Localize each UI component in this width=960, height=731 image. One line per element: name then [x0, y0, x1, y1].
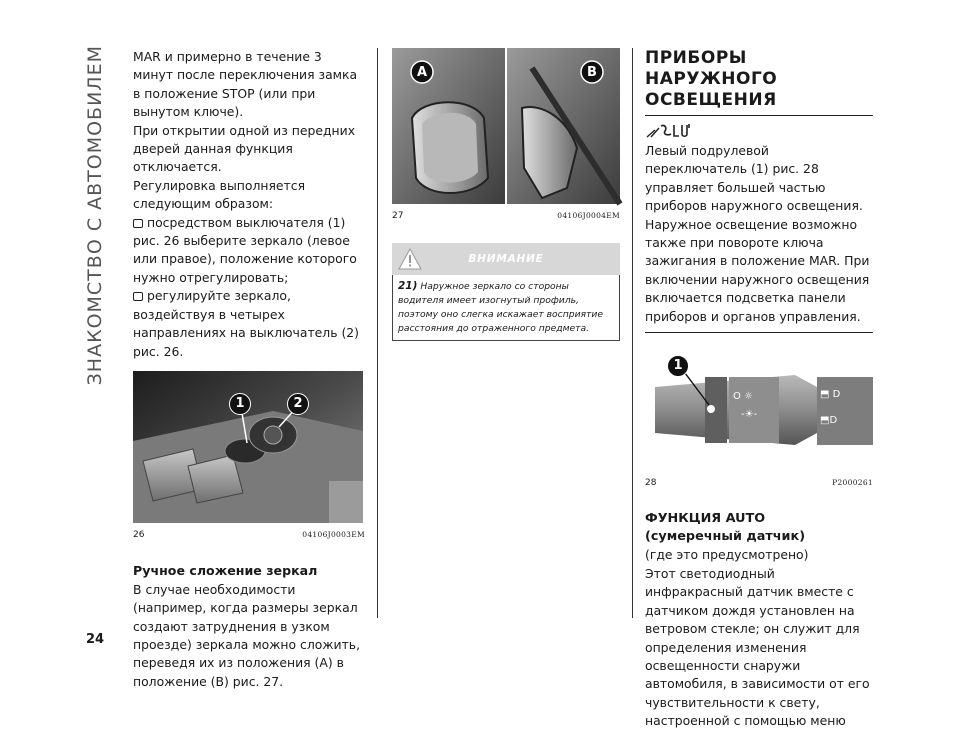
- mirror-switch-illustration: [133, 371, 363, 523]
- bullet-item: регулируйте зеркало, воздействуя в четырех направлениях на выключатель (2) рис. 26.: [133, 288, 359, 359]
- callout-badge-2: 2: [287, 393, 309, 415]
- warning-triangle-icon: [398, 248, 422, 270]
- figure-code: 04106J0004EM: [557, 211, 620, 220]
- warning-number: 21): [398, 280, 418, 293]
- paragraph: (где это предусмотрено): [645, 547, 809, 563]
- figure-26-photo: [133, 371, 363, 523]
- warning-header: [392, 243, 620, 275]
- paragraph: Левый подрулевой переключатель (1) рис. 28 управляет большей частью приборов наружного освещения.: [645, 143, 863, 214]
- bullet-item: посредством выключателя (1) рис. 26 выберите зеркало (левое или правое), положение которого нужно отрегулировать;: [133, 214, 357, 285]
- figure-26-caption: [133, 526, 365, 544]
- paragraph: Регулировка выполняется следующим образом:: [133, 177, 306, 212]
- checkbox-bullet-icon: [133, 219, 143, 228]
- page-title: [645, 48, 873, 111]
- paragraph: В случае необходимости (например, когда размеры зеркал создают затруднения в узком проезде) зеркала можно сложить, переведя их из положения (A) в положение (B) рис. 27.: [133, 581, 361, 689]
- checkbox-bullet-icon: [133, 292, 143, 301]
- callout-label-a: A: [416, 65, 428, 80]
- warning-text: Наружное зеркало со стороны водителя имеет изогнутый профиль, поэтому оно слегка искажает восприятие расстояния до отраженного предмета.: [398, 281, 604, 335]
- figure-number: 28: [645, 478, 657, 489]
- svg-text:⬒D: ⬒D: [820, 415, 838, 427]
- edition-markers: [645, 122, 873, 140]
- paragraph: При открытии одной из передних дверей данная функция отключается.: [133, 122, 356, 175]
- warning-title: ВНИМАНИЕ: [468, 253, 544, 266]
- figure-number: 27: [392, 211, 404, 221]
- figure-28-caption: [645, 474, 873, 492]
- figure-27-caption: [392, 207, 620, 225]
- section-heading: Ручное сложение зеркал: [133, 563, 318, 579]
- section-title-vertical: [84, 40, 106, 390]
- column-divider: [377, 48, 378, 618]
- section-heading-line: (сумеречный датчик): [645, 529, 806, 545]
- title-underline: [645, 115, 873, 116]
- section-heading: [645, 510, 873, 546]
- figure-code: 04106J0003EM: [302, 529, 365, 539]
- divider: [645, 332, 873, 333]
- warning-body: [392, 275, 620, 341]
- svg-text:⬒ D: ⬒ D: [820, 389, 841, 401]
- figure-code: P2000261: [832, 478, 873, 488]
- figure-28-photo: [645, 347, 873, 471]
- column-divider: [632, 48, 633, 618]
- callout-badge-1: 1: [229, 393, 251, 415]
- column-1: [133, 48, 365, 691]
- page-title-line: ОСВЕЩЕНИЯ: [645, 90, 777, 110]
- svg-text:O ☼: O ☼: [733, 391, 754, 403]
- paragraph: Наружное освещение возможно также при повороте ключа зажигания в положение MAR. При включении наружного освещения включается подсветка панели приборов и органов управления.: [645, 216, 870, 324]
- page-number: 24: [86, 632, 105, 647]
- paragraph: MAR и примерно в течение 3 минут после переключения замка в положение STOP (или при вынутом ключе).: [133, 49, 358, 120]
- callout-label-b: B: [587, 65, 597, 80]
- section-title-text: ЗНАКОМСТВО С АВТОМОБИЛЕМ: [84, 44, 106, 386]
- svg-text:-☀-: -☀-: [741, 409, 758, 421]
- hand-tool-icon: [645, 122, 691, 140]
- page-title-line: ПРИБОРЫ НАРУЖНОГО: [645, 48, 778, 89]
- column-2: [392, 48, 620, 341]
- figure-number: 26: [133, 529, 145, 540]
- section-heading-line: ФУНКЦИЯ AUTO: [645, 511, 766, 527]
- column-3: [645, 48, 873, 731]
- figure-27-photo: [392, 48, 620, 204]
- paragraph: Этот светодиодный инфракрасный датчик вместе с датчиком дождя установлен на ветровом стекле; он служит для определения изменения освещенности снаружи автомобиля, в зависимости от его чувствительности к свету, настроенной с помощью меню: [645, 565, 870, 729]
- callout-badge-1: 1: [667, 355, 689, 377]
